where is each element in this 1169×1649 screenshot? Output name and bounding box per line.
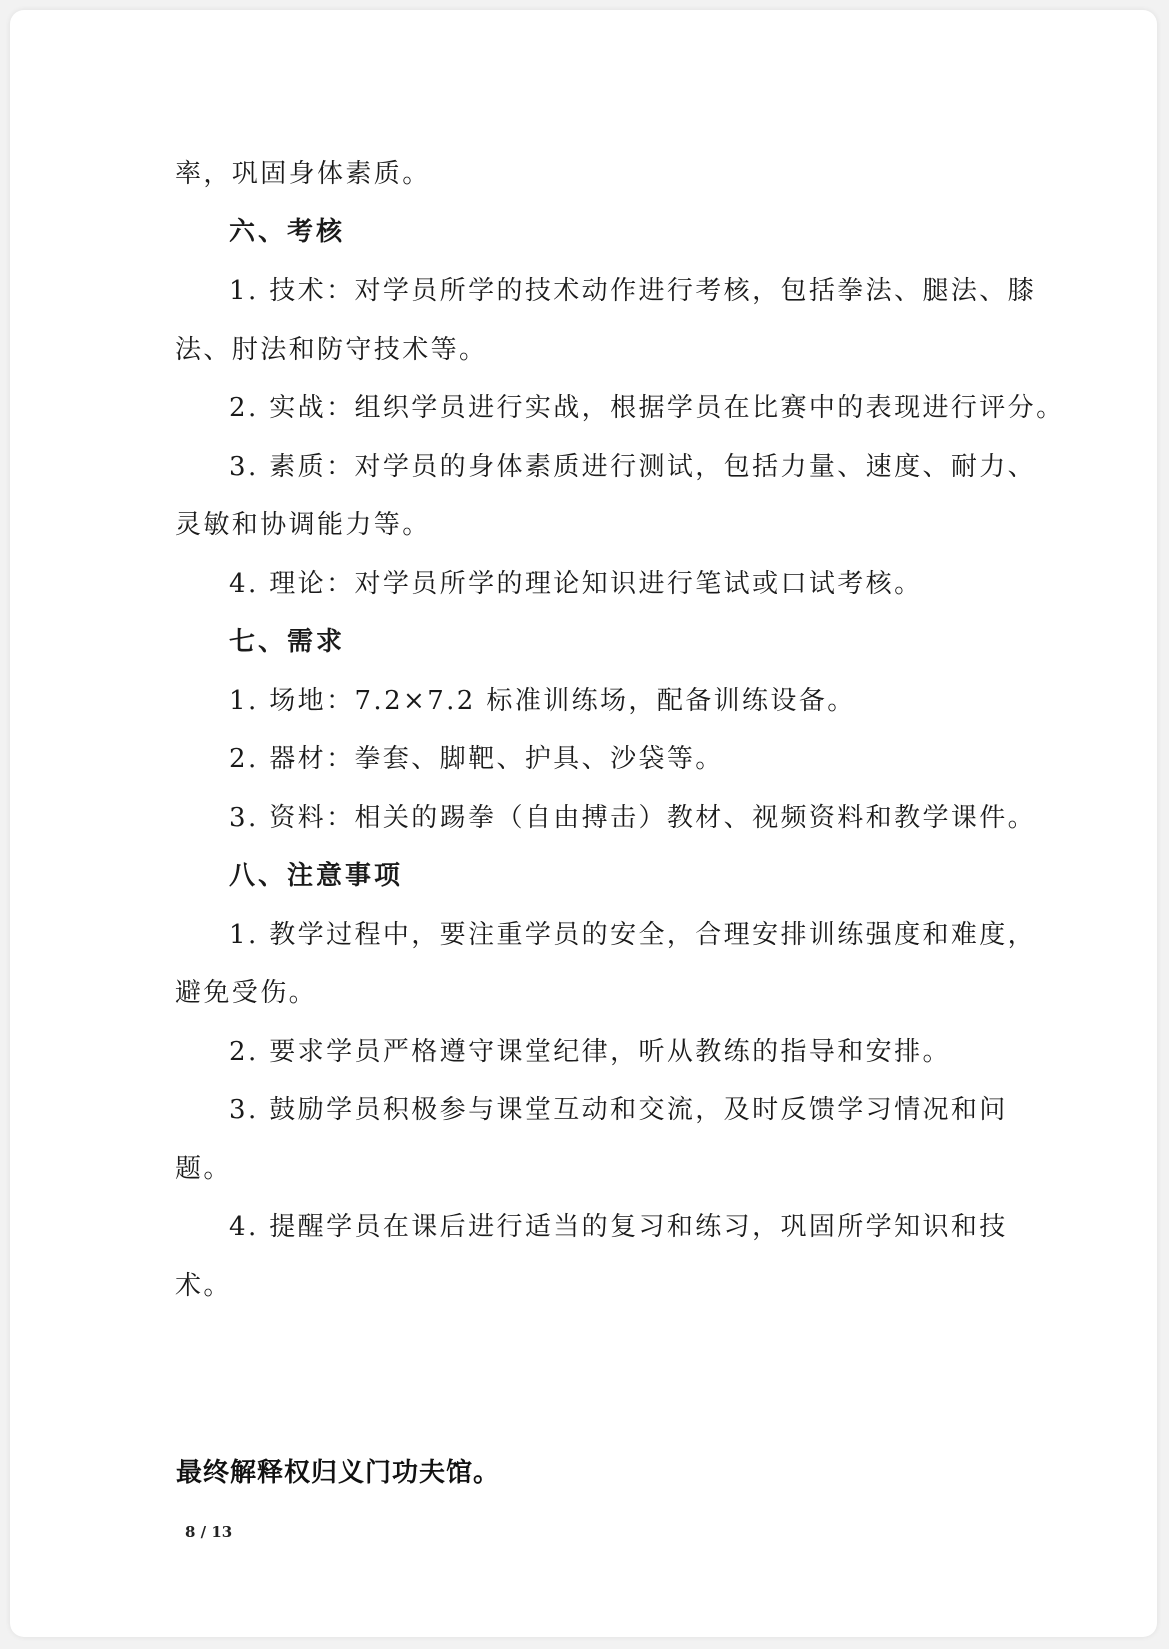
- paragraph-line: 率，巩固身体素质。: [175, 159, 431, 189]
- paragraph-line: 避免受伤。: [175, 978, 318, 1008]
- page-number: 8 / 13: [185, 1523, 233, 1541]
- paragraph-line: 3. 鼓励学员积极参与课堂互动和交流，及时反馈学习情况和问: [229, 1095, 1008, 1125]
- paragraph-line: 灵敏和协调能力等。: [175, 510, 431, 540]
- paragraph-line: 题。: [175, 1154, 232, 1184]
- paragraph-line: 2. 要求学员严格遵守课堂纪律，听从教练的指导和安排。: [229, 1037, 951, 1067]
- paragraph-line: 4. 理论：对学员所学的理论知识进行笔试或口试考核。: [229, 569, 923, 599]
- paragraph-line: 3. 资料：相关的踢拳（自由搏击）教材、视频资料和教学课件。: [229, 803, 1037, 833]
- paragraph-line: 法、肘法和防守技术等。: [175, 335, 488, 365]
- section-heading-requirements: 七、需求: [229, 627, 346, 657]
- paragraph-line: 3. 素质：对学员的身体素质进行测试，包括力量、速度、耐力、: [229, 452, 1037, 482]
- paragraph-line: 2. 实战：组织学员进行实战，根据学员在比赛中的表现进行评分。: [229, 393, 1065, 423]
- document-page: [10, 10, 1157, 1637]
- paragraph-line: 4. 提醒学员在课后进行适当的复习和练习，巩固所学知识和技: [229, 1212, 1008, 1242]
- paragraph-line: 1. 技术：对学员所学的技术动作进行考核，包括拳法、腿法、膝: [229, 276, 1037, 306]
- final-interpretation-note: 最终解释权归义门功夫馆。: [176, 1458, 501, 1488]
- paragraph-line: 2. 器材：拳套、脚靶、护具、沙袋等。: [229, 744, 724, 774]
- paragraph-line: 术。: [175, 1271, 232, 1301]
- paragraph-line: 1. 场地：7.2×7.2 标准训练场，配备训练设备。: [229, 686, 856, 716]
- section-heading-notes: 八、注意事项: [229, 861, 404, 891]
- paragraph-line: 1. 教学过程中，要注重学员的安全，合理安排训练强度和难度，: [229, 920, 1037, 950]
- section-heading-assessment: 六、考核: [229, 217, 346, 247]
